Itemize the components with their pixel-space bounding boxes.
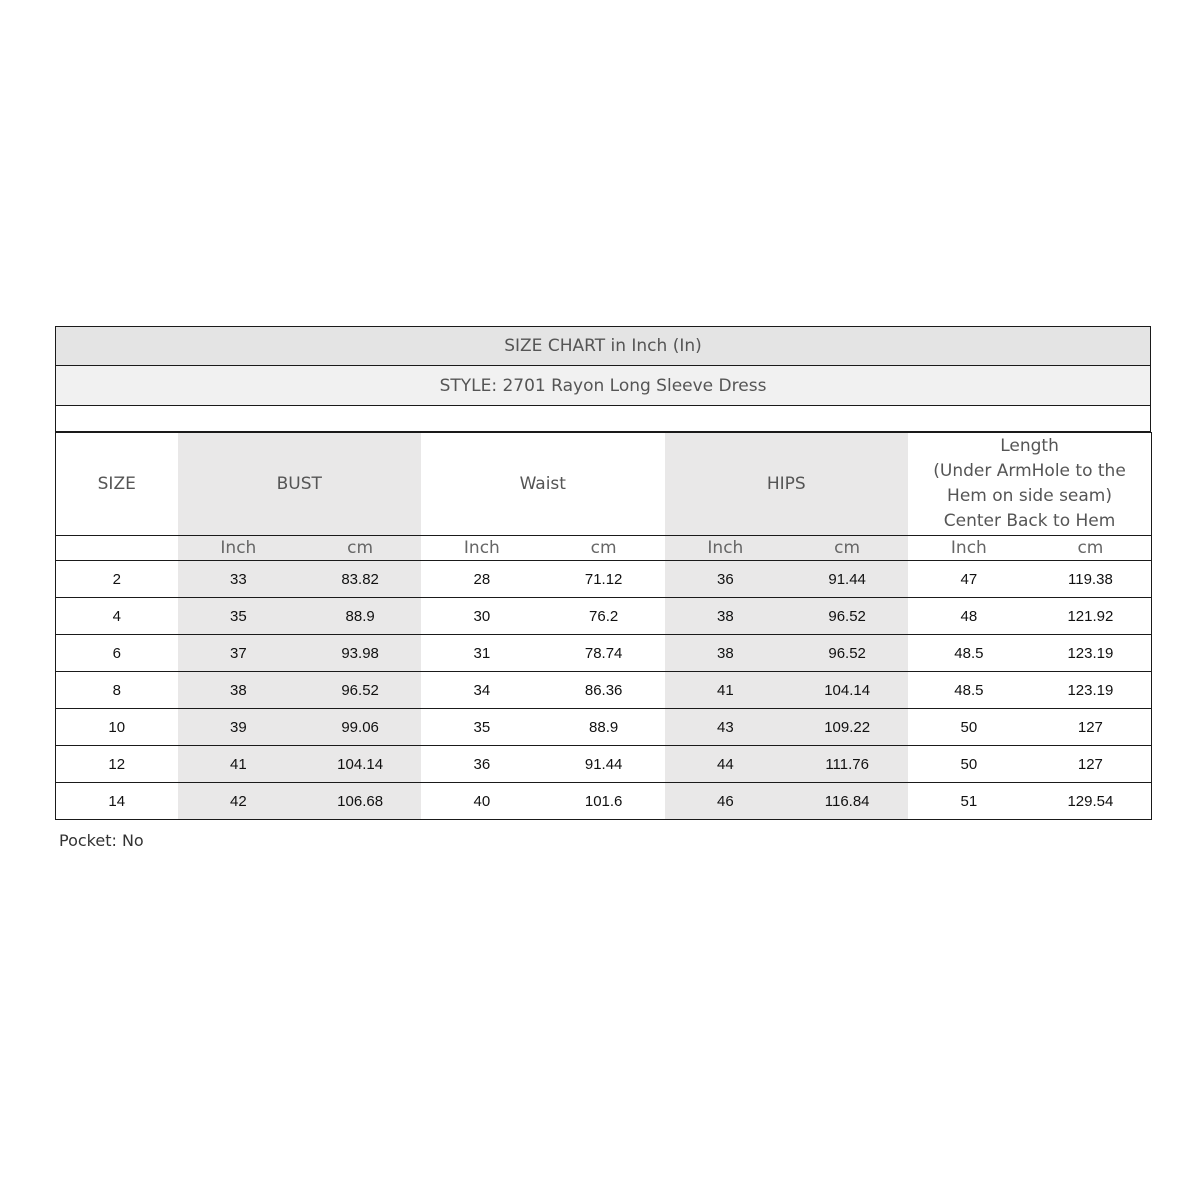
measurement-cell: 33 xyxy=(178,561,300,598)
measurement-cell: 129.54 xyxy=(1030,783,1152,820)
unit-header-row xyxy=(56,536,1152,561)
waist-header: Waist xyxy=(421,433,665,536)
chart-title: SIZE CHART in Inch (In) xyxy=(55,326,1151,366)
measurement-cell: 28 xyxy=(421,561,543,598)
measurement-cell: 38 xyxy=(665,635,787,672)
measurement-cell: 86.36 xyxy=(543,672,665,709)
measurement-cell: 127 xyxy=(1030,746,1152,783)
measurement-cell: 46 xyxy=(665,783,787,820)
unit-header-blank xyxy=(56,536,178,561)
measurement-cell: 50 xyxy=(908,709,1030,746)
table-row xyxy=(56,709,1152,746)
unit-header: Inch xyxy=(665,536,787,561)
size-cell: 8 xyxy=(56,672,178,709)
size-chart xyxy=(55,326,1151,820)
measurement-cell: 31 xyxy=(421,635,543,672)
measurement-cell: 38 xyxy=(665,598,787,635)
measurement-cell: 104.14 xyxy=(786,672,908,709)
measurement-cell: 91.44 xyxy=(543,746,665,783)
measurement-cell: 50 xyxy=(908,746,1030,783)
style-line: STYLE: 2701 Rayon Long Sleeve Dress xyxy=(55,366,1151,406)
measurement-cell: 47 xyxy=(908,561,1030,598)
measurement-cell: 111.76 xyxy=(786,746,908,783)
spacer-row xyxy=(55,406,1151,432)
table-row xyxy=(56,746,1152,783)
unit-header: cm xyxy=(299,536,421,561)
measurement-cell: 51 xyxy=(908,783,1030,820)
unit-header: Inch xyxy=(421,536,543,561)
table-row xyxy=(56,672,1152,709)
measurement-cell: 121.92 xyxy=(1030,598,1152,635)
measurement-cell: 36 xyxy=(421,746,543,783)
measurement-cell: 36 xyxy=(665,561,787,598)
length-header xyxy=(908,433,1152,536)
measurement-cell: 30 xyxy=(421,598,543,635)
measurement-cell: 48 xyxy=(908,598,1030,635)
measurement-cell: 96.52 xyxy=(299,672,421,709)
measurement-cell: 41 xyxy=(665,672,787,709)
measurement-cell: 34 xyxy=(421,672,543,709)
measurement-cell: 48.5 xyxy=(908,672,1030,709)
measurement-cell: 96.52 xyxy=(786,598,908,635)
unit-header: Inch xyxy=(178,536,300,561)
measurement-cell: 96.52 xyxy=(786,635,908,672)
unit-header: cm xyxy=(543,536,665,561)
header-row xyxy=(56,433,1152,536)
unit-header: cm xyxy=(1030,536,1152,561)
measurement-cell: 91.44 xyxy=(786,561,908,598)
measurement-cell: 41 xyxy=(178,746,300,783)
hips-header: HIPS xyxy=(665,433,909,536)
size-cell: 6 xyxy=(56,635,178,672)
measurement-cell: 116.84 xyxy=(786,783,908,820)
measurement-cell: 104.14 xyxy=(299,746,421,783)
unit-header: Inch xyxy=(908,536,1030,561)
measurement-cell: 44 xyxy=(665,746,787,783)
measurement-cell: 123.19 xyxy=(1030,635,1152,672)
size-cell: 14 xyxy=(56,783,178,820)
length-header-line: Center Back to Hem xyxy=(943,511,1116,531)
measurement-cell: 88.9 xyxy=(299,598,421,635)
measurement-cell: 99.06 xyxy=(299,709,421,746)
measurement-cell: 38 xyxy=(178,672,300,709)
length-header-line: (Under ArmHole to the xyxy=(933,461,1126,481)
measurement-cell: 127 xyxy=(1030,709,1152,746)
measurement-cell: 123.19 xyxy=(1030,672,1152,709)
measurement-cell: 106.68 xyxy=(299,783,421,820)
table-row xyxy=(56,598,1152,635)
length-header-line: Hem on side seam) xyxy=(947,486,1112,506)
measurement-cell: 83.82 xyxy=(299,561,421,598)
size-cell: 10 xyxy=(56,709,178,746)
measurement-cell: 40 xyxy=(421,783,543,820)
size-cell: 12 xyxy=(56,746,178,783)
measurement-cell: 76.2 xyxy=(543,598,665,635)
size-cell: 2 xyxy=(56,561,178,598)
length-header-line: Length xyxy=(1000,436,1059,456)
measurement-cell: 48.5 xyxy=(908,635,1030,672)
measurement-cell: 35 xyxy=(178,598,300,635)
measurement-cell: 39 xyxy=(178,709,300,746)
measurement-cell: 119.38 xyxy=(1030,561,1152,598)
pocket-note: Pocket: No xyxy=(59,831,144,850)
table-row xyxy=(56,635,1152,672)
table-row xyxy=(56,783,1152,820)
measurement-cell: 71.12 xyxy=(543,561,665,598)
table-row xyxy=(56,561,1152,598)
measurement-cell: 78.74 xyxy=(543,635,665,672)
size-table xyxy=(55,432,1152,820)
unit-header: cm xyxy=(786,536,908,561)
measurement-cell: 43 xyxy=(665,709,787,746)
measurement-cell: 88.9 xyxy=(543,709,665,746)
size-header: SIZE xyxy=(56,433,178,536)
measurement-cell: 35 xyxy=(421,709,543,746)
measurement-cell: 101.6 xyxy=(543,783,665,820)
measurement-cell: 93.98 xyxy=(299,635,421,672)
measurement-cell: 37 xyxy=(178,635,300,672)
measurement-cell: 42 xyxy=(178,783,300,820)
size-cell: 4 xyxy=(56,598,178,635)
bust-header: BUST xyxy=(178,433,422,536)
measurement-cell: 109.22 xyxy=(786,709,908,746)
